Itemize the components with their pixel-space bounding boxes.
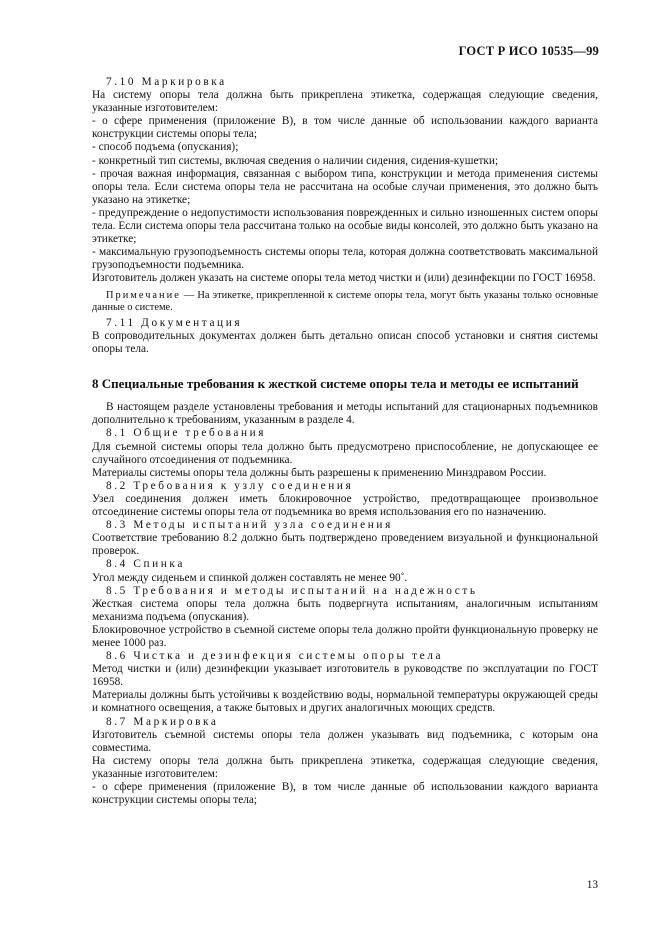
subsection-title-7-11: 7.11 Документация (106, 316, 243, 329)
section-heading-8: 8 Специальные требования к жесткой системе опоры тела и методы ее испытаний (92, 375, 579, 391)
paragraph: Материалы должны быть устойчивы к воздействию воды, нормальной температуры окружающей среды и комнатного освещения, а также бытовых и других аналогичных моющих средств. (92, 689, 598, 715)
list-item: - о сфере применения (приложение В), в том числе данные об использовании каждого варианта конструкции системы опоры тела; (92, 781, 598, 807)
paragraph: В настоящем разделе установлены требования и методы испытаний для стационарных подъемников дополнительно к требованиям, указанным в разделе 4. (92, 401, 598, 427)
paragraph: Материалы системы опоры тела должны быть разрешены к применению Минздравом России. (92, 466, 547, 479)
paragraph: В сопроводительных документах должен быть детально описан способ установки и снятия системы опоры тела. (92, 329, 598, 355)
subsection-title-8-4: 8.4 Спинка (106, 558, 185, 571)
paragraph: Метод чистки и (или) дезинфекции указывает изготовитель в руководстве по эксплуатации по ГОСТ 16958. (92, 663, 598, 689)
paragraph: Для съемной системы опоры тела должно быть предусмотрено приспособление, не допускающее ее случайного отсоединения от подъемника. (92, 440, 598, 466)
paragraph: Изготовитель должен указать на системе опоры тела метод чистки и (или) дезинфекции по ГОСТ 16958. (92, 272, 596, 285)
paragraph: На систему опоры тела должна быть прикреплена этикетка, содержащая следующие сведения, указанные изготовителем: (92, 754, 598, 780)
paragraph: Блокировочное устройство в съемной системе опоры тела должно пройти функциональную проверку не менее 1000 раз. (92, 623, 598, 649)
note (92, 290, 598, 314)
subsection-title-7-10: 7.10 Маркировка (106, 76, 227, 88)
subsection-title-8-1: 8.1 Общие требования (106, 427, 267, 440)
paragraph: Изготовитель съемной системы опоры тела должен указывать вид подъемника, с которым она совместима. (92, 728, 598, 754)
paragraph: На систему опоры тела должна быть прикреплена этикетка, содержащая следующие сведения, указанные изготовителем: (92, 89, 598, 115)
subsection-title-8-3: 8.3 Методы испытаний узла соединения (106, 519, 393, 532)
paragraph: Соответствие требованию 8.2 должно быть подтверждено проведением визуальной и функциональной проверок. (92, 532, 598, 558)
note-text: — На этикетке, прикрепленной к системе опоры тела, могут быть указаны только основные данные о системе. (92, 289, 598, 313)
paragraph: Угол между сиденьем и спинкой должен составлять не менее 90˚. (92, 571, 408, 584)
list-item: - конкретный тип системы, включая сведения о наличии сидения, сидения-кушетки; (92, 154, 499, 167)
paragraph: Жесткая система опоры тела должна быть подвергнута испытаниям, аналогичным испытаниям механизма подъема (опускания). (92, 597, 598, 623)
document-body (92, 76, 598, 807)
list-item: - прочая важная информация, связанная с выбором типа, конструкции и метода применения системы опоры тела. Если система опоры тела не рассчитана на особые случаи применения, это должно быть указано на этикетке; (92, 167, 598, 206)
subsection-title-8-6: 8.6 Чистка и дезинфекция системы опоры тела (106, 650, 444, 663)
list-item: - предупреждение о недопустимости использования поврежденных и сильно изношенных систем опоры тела. Если система опоры тела рассчитана только на особые виды консолей, это должно быть указано на этикетке; (92, 206, 598, 246)
note-label: Примечание (106, 289, 181, 301)
paragraph: Узел соединения должен иметь блокировочное устройство, предотвращающее произвольное отсоединение системы опоры тела от подъемника во время использования его по назначению. (92, 492, 598, 519)
list-item: - максимальную грузоподъемность системы опоры тела, которая должна соответствовать максимальной грузоподъемности подъемника. (92, 246, 598, 272)
subsection-title-8-5: 8.5 Требования и методы испытаний на надежность (106, 584, 478, 597)
subsection-title-8-2: 8.2 Требования к узлу соединения (106, 479, 354, 492)
list-item: - способ подъема (опускания); (92, 141, 239, 154)
list-item: - о сфере применения (приложение В), в том числе данные об использовании каждого варианта конструкции системы опоры тела; (92, 115, 598, 141)
page-number: 13 (586, 879, 598, 891)
subsection-title-8-7: 8.7 Маркировка (106, 715, 219, 728)
document-header: ГОСТ Р ИСО 10535—99 (458, 44, 599, 58)
